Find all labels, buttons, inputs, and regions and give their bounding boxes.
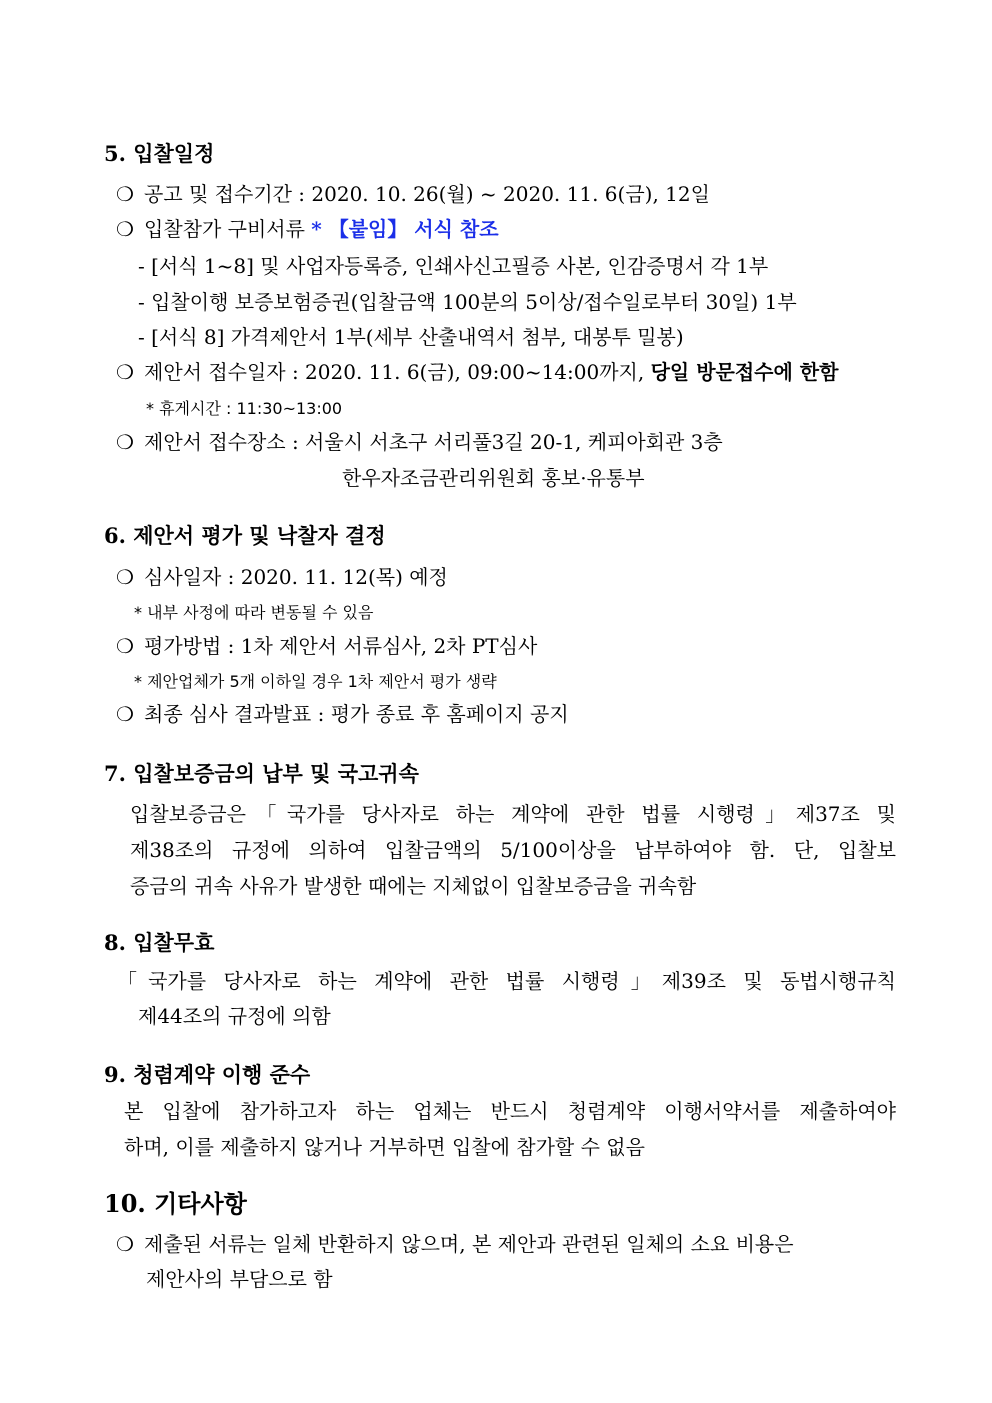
visit-only-note: 당일 방문접수에 한함 (650, 360, 839, 384)
bullet-icon: ❍ (116, 360, 134, 384)
bullet-line (116, 428, 723, 456)
other-line-2: 제안사의 부담으로 함 (146, 1267, 333, 1291)
review-date: 심사일자 : 2020. 11. 12(목) 예정 (144, 565, 448, 589)
break-time-note: * 휴게시간 : 11:30~13:00 (146, 399, 343, 418)
bullet-line (116, 215, 499, 243)
bullet-icon: ❍ (116, 182, 134, 206)
section-9-title: 9. 청렴계약 이행 준수 (104, 1062, 311, 1087)
doc-item-1: - [서식 1~8] 및 사업자등록증, 인쇄사신고필증 사본, 인감증명서 각 1부 (138, 254, 769, 278)
bullet-line (116, 632, 537, 660)
bullet-icon: ❍ (116, 634, 134, 658)
bullet-icon: ❍ (116, 217, 134, 241)
bullet-icon: ❍ (116, 702, 134, 726)
submission-place: 제안서 접수장소 : 서울시 서초구 서리풀3길 20-1, 케피아회관 3층 (144, 430, 723, 454)
invalid-bid-line-1: 「국가를 당사자로 하는 계약에 관한 법률 시행령」제39조 및 동법시행규칙 (117, 969, 896, 993)
integrity-line-2: 하며, 이를 제출하지 않거나 거부하면 입찰에 참가할 수 없음 (124, 1135, 645, 1159)
bid-period: 공고 및 접수기간 : 2020. 10. 26(월) ~ 2020. 11. 6(금), 12일 (144, 182, 710, 206)
bullet-icon: ❍ (116, 430, 134, 454)
section-6-title: 6. 제안서 평가 및 낙찰자 결정 (104, 523, 386, 548)
bullet-line (116, 1230, 896, 1258)
submission-department: 한우자조금관리위원회 홍보·유통부 (342, 466, 645, 490)
section-5-title: 5. 입찰일정 (104, 141, 215, 166)
other-line-1: 제출된 서류는 일체 반환하지 않으며, 본 제안과 관련된 일체의 소요 비용은 (144, 1232, 794, 1256)
submission-date: 제안서 접수일자 : 2020. 11. 6(금), 09:00~14:00까지, (144, 360, 651, 384)
bullet-line (116, 563, 448, 591)
attachment-reference: * 【붙임】 서식 참조 (311, 217, 499, 241)
review-date-note: * 내부 사정에 따라 변동될 수 있음 (134, 603, 374, 622)
bullet-line (116, 700, 569, 728)
deposit-paragraph-line-3: 증금의 귀속 사유가 발생한 때에는 지체없이 입찰보증금을 귀속함 (130, 874, 697, 898)
bullet-icon: ❍ (116, 565, 134, 589)
evaluation-method: 평가방법 : 1차 제안서 서류심사, 2차 PT심사 (144, 634, 538, 658)
deposit-paragraph-line-1: 입찰보증금은「국가를 당사자로 하는 계약에 관한 법률 시행령」제37조 및 (130, 802, 896, 826)
integrity-line-1: 본 입찰에 참가하고자 하는 업체는 반드시 청렴계약 이행서약서를 제출하여야 (124, 1099, 896, 1123)
bullet-line (116, 358, 838, 386)
required-docs: 입찰참가 구비서류 (144, 217, 312, 241)
section-7-title: 7. 입찰보증금의 납부 및 국고귀속 (104, 761, 419, 786)
doc-item-2: - 입찰이행 보증보험증권(입찰금액 100분의 5이상/접수일로부터 30일) 1부 (138, 290, 797, 314)
invalid-bid-line-2: 제44조의 규정에 의함 (138, 1004, 331, 1028)
deposit-paragraph-line-2: 제38조의 규정에 의하여 입찰금액의 5/100이상을 납부하여야 함. 단, 입찰보 (130, 838, 896, 862)
bullet-icon: ❍ (116, 1232, 134, 1256)
final-announcement: 최종 심사 결과발표 : 평가 종료 후 홈페이지 공지 (144, 702, 569, 726)
section-10-title: 10. 기타사항 (104, 1189, 247, 1218)
evaluation-note: * 제안업체가 5개 이하일 경우 1차 제안서 평가 생략 (134, 672, 497, 691)
bullet-line (116, 180, 710, 208)
section-8-title: 8. 입찰무효 (104, 930, 215, 955)
doc-item-3: - [서식 8] 가격제안서 1부(세부 산출내역서 첨부, 대봉투 밀봉) (138, 325, 684, 349)
